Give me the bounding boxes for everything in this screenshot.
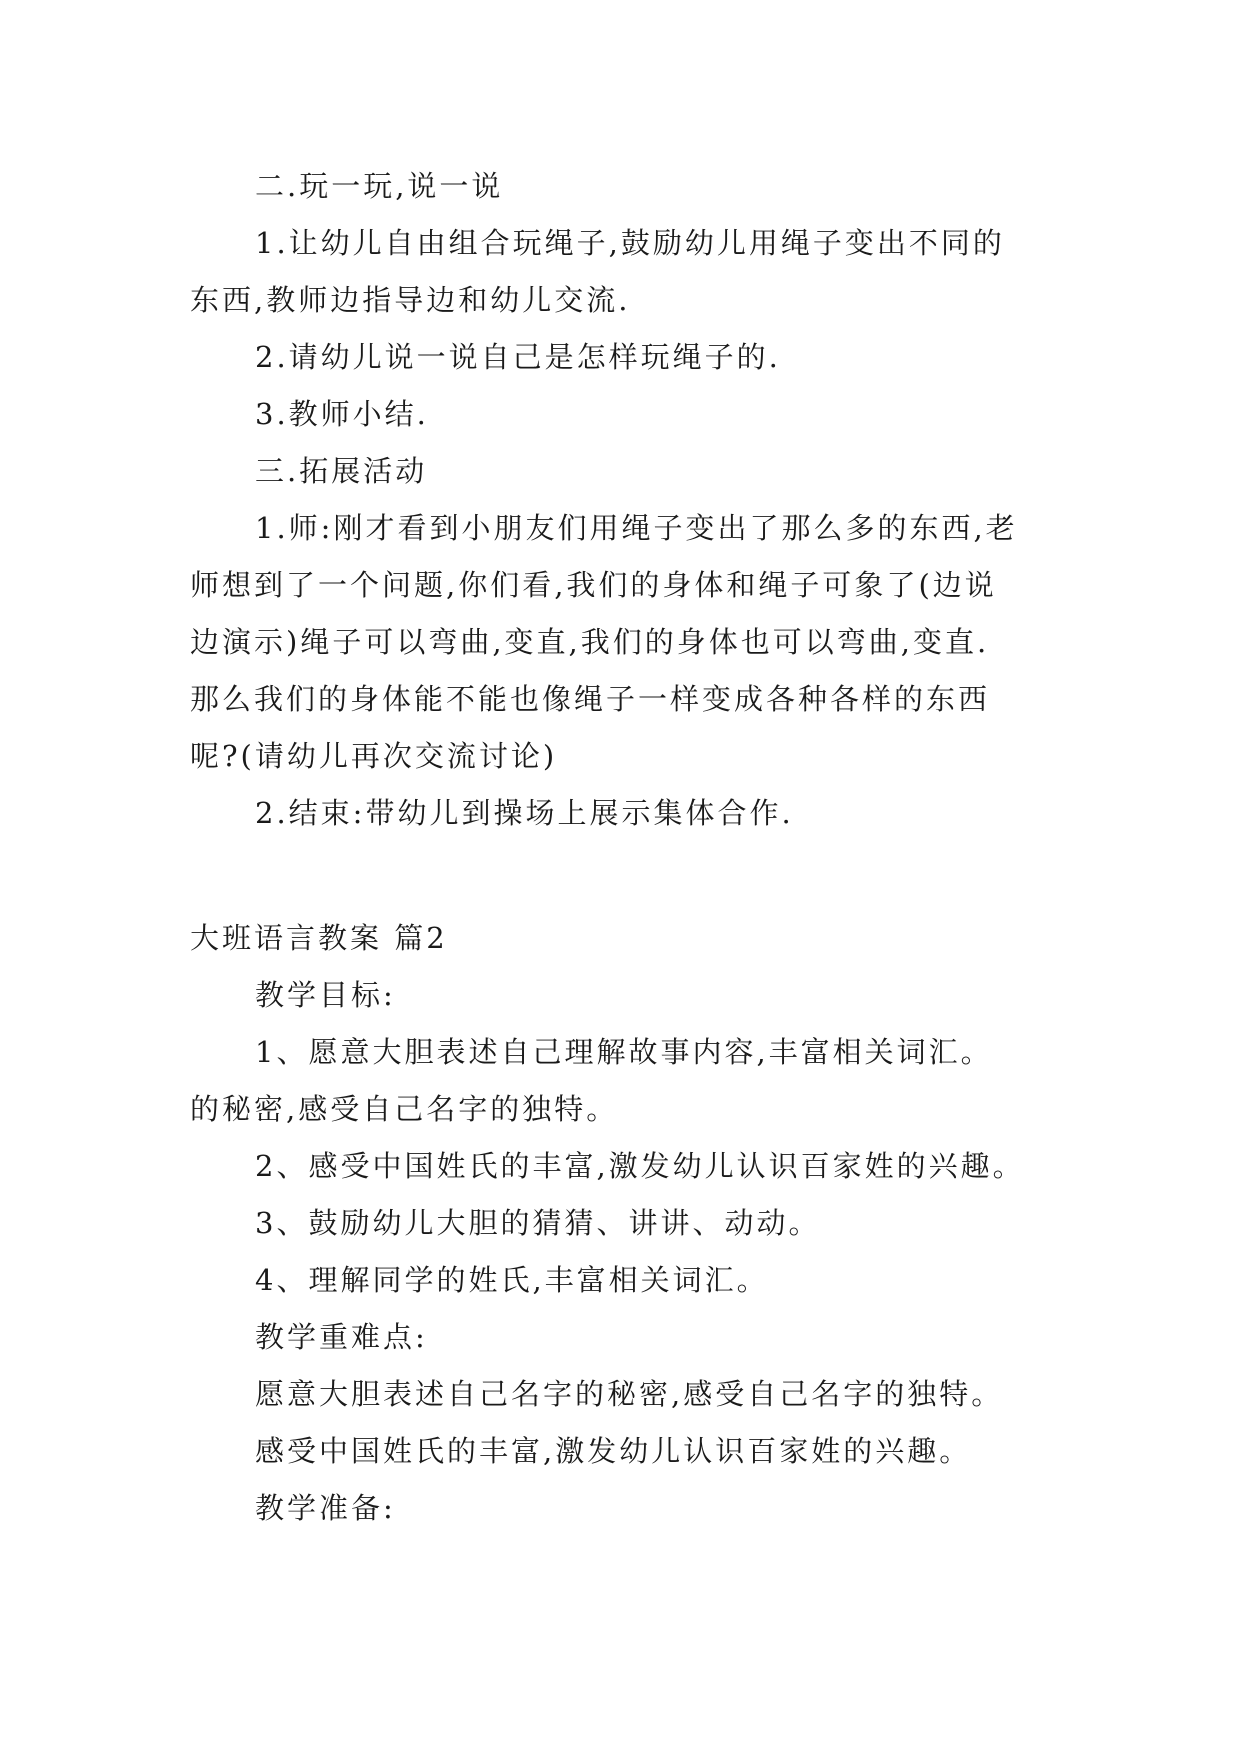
paragraph-line: 边演示)绳子可以弯曲,变直,我们的身体也可以弯曲,变直. [190, 625, 990, 659]
subheading-preparation: 教学准备: [255, 1491, 396, 1525]
paragraph-line: 1.师:刚才看到小朋友们用绳子变出了那么多的东西,老 [255, 511, 1018, 545]
section-heading-2: 二.玩一玩,说一说 [255, 169, 504, 203]
paragraph-line: 2、感受中国姓氏的丰富,激发幼儿认识百家姓的兴趣。 [255, 1149, 1025, 1183]
paragraph-line: 3.教师小结. [255, 397, 429, 431]
subheading-key-points: 教学重难点: [255, 1320, 428, 1354]
paragraph-line: 的秘密,感受自己名字的独特。 [190, 1092, 619, 1126]
paragraph-line: 4、理解同学的姓氏,丰富相关词汇。 [255, 1263, 769, 1297]
paragraph-line: 2.请幼儿说一说自己是怎样玩绳子的. [255, 340, 781, 374]
paragraph-line: 1、愿意大胆表述自己理解故事内容,丰富相关词汇。 [255, 1035, 993, 1069]
paragraph-line: 1.让幼儿自由组合玩绳子,鼓励幼儿用绳子变出不同的 [255, 226, 1005, 260]
paragraph-line: 2.结束:带幼儿到操场上展示集体合作. [255, 796, 794, 830]
paragraph-line: 感受中国姓氏的丰富,激发幼儿认识百家姓的兴趣。 [255, 1434, 972, 1468]
paragraph-line: 呢?(请幼儿再次交流讨论) [190, 739, 558, 773]
paragraph-line: 3、鼓励幼儿大胆的猜猜、讲讲、动动。 [255, 1206, 821, 1240]
paragraph-line: 东西,教师边指导边和幼儿交流. [190, 283, 631, 317]
paragraph-line: 师想到了一个问题,你们看,我们的身体和绳子可象了(边说 [190, 568, 997, 602]
paragraph-line: 愿意大胆表述自己名字的秘密,感受自己名字的独特。 [255, 1377, 1004, 1411]
paragraph-line: 那么我们的身体能不能也像绳子一样变成各种各样的东西 [190, 682, 991, 716]
subheading-goals: 教学目标: [255, 978, 396, 1012]
section-heading-3: 三.拓展活动 [255, 454, 428, 488]
article-title: 大班语言教案 篇2 [190, 921, 448, 955]
